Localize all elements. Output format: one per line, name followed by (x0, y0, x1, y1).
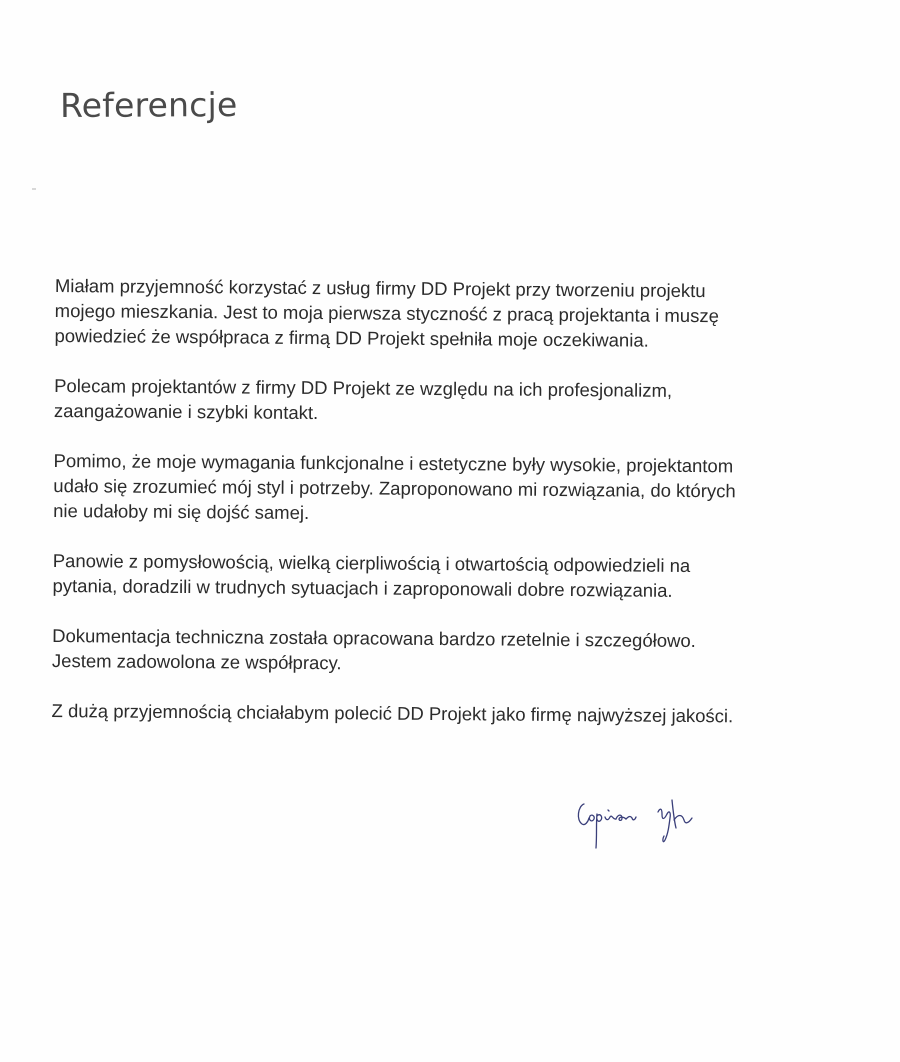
text-line: Pomimo, że moje wymagania funkcjonalne i estetyczne były wysokie, projektantom (53, 449, 734, 477)
text-line: zaangażowanie i szybki kontakt. (53, 399, 319, 424)
paragraph-5 (52, 623, 852, 679)
text-line: nie udałoby mi się dojść samej. (53, 499, 310, 524)
text-line: Jestem zadowolona ze współpracy. (51, 649, 342, 674)
paragraph-2 (54, 373, 854, 429)
paragraph-1 (54, 273, 855, 354)
text-line: powiedzieć że współpraca z firmą DD Projekt spełniła moje oczekiwania. (54, 324, 649, 351)
text-line: udało się zrozumieć mój styl i potrzeby. Zaproponowano mi rozwiązania, do których (53, 474, 736, 502)
text-line: Z dużą przyjemnością chciałabym polecić DD Projekt jako firmę najwyższej jakości. (51, 699, 734, 727)
paragraph-3 (53, 448, 854, 529)
text-line: Miałam przyjemność korzystać z usług firmy DD Projekt przy tworzeniu projektu (54, 274, 706, 302)
paragraph-4 (52, 548, 852, 604)
signature-icon (572, 790, 722, 860)
text-line: mojego mieszkania. Jest to moja pierwsza styczność z pracą projektanta i muszę (54, 299, 720, 327)
text-line: Polecam projektantów z firmy DD Projekt ze względu na ich profesjonalizm, (54, 374, 673, 401)
text-line: Dokumentacja techniczna została opracowana bardzo rzetelnie i szczegółowo. (52, 624, 696, 652)
paragraph-6 (51, 698, 851, 729)
scan-mark (32, 188, 36, 190)
text-line: pytania, doradzili w trudnych sytuacjach i zaproponowali dobre rozwiązania. (52, 574, 673, 601)
text-line: Panowie z pomysłowością, wielką cierpliwością i otwartością odpowiedzieli na (52, 549, 691, 576)
letter-title: Referencje (60, 85, 238, 125)
letter-body (51, 273, 855, 754)
